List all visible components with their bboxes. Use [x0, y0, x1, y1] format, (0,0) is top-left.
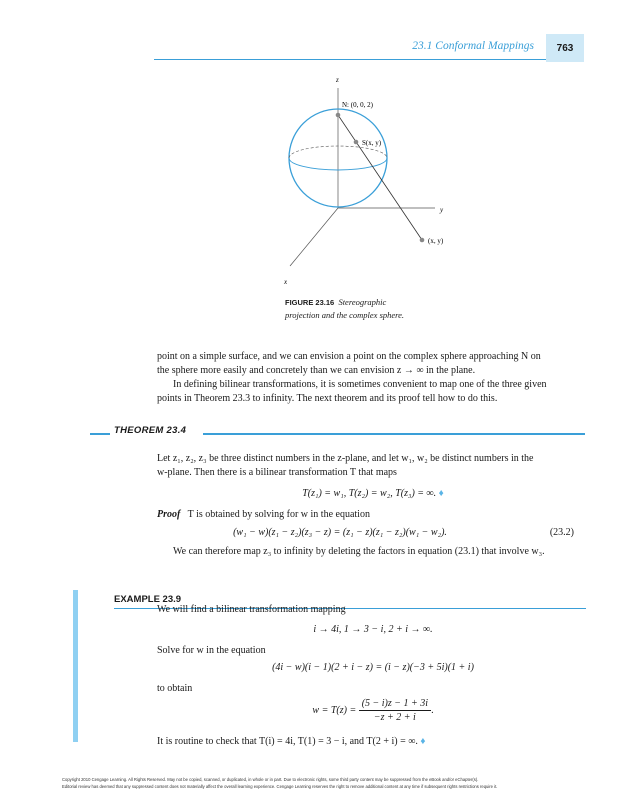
plane-point	[420, 238, 425, 243]
copyright-line2: Editorial review has deemed that any suppressed content does not materially affect the overall learning experience. Cengage Learning reserves the right to remove additional content at any time if subsequent rights restrictions require it.	[62, 783, 498, 789]
x-axis	[290, 208, 338, 266]
result-fraction	[359, 697, 431, 724]
para2-line2: points in Theorem 23.3 to infinity. The next theorem and its proof tell how to do this.	[157, 393, 498, 404]
result-numerator: (5 − i)z − 1 + 3i	[359, 697, 431, 711]
proof-text: T is obtained by solving for w in the equation	[187, 509, 370, 520]
example-intro: We will find a bilinear transformation mapping	[157, 604, 346, 615]
example-solve-equation: (4i − w)(i − 1)(2 + i − z) = (i − z)(−3 + 5i)(1 + i)	[272, 662, 474, 673]
theorem-equation: T(z₁) = w₁, T(z₂) = w₂, T(z₃) = ∞.	[302, 488, 437, 499]
example-mapping: i → 4i, 1 → 3 − i, 2 + i → ∞.	[313, 624, 433, 635]
proof-equation-number: (23.2)	[549, 527, 574, 538]
result-lhs: w = T(z) =	[312, 704, 357, 716]
body-paragraph-2	[157, 378, 589, 406]
para1-line1: point on a simple surface, and we can envision a point on the complex sphere approaching N on	[157, 351, 541, 362]
page-number-badge: 763	[546, 34, 584, 62]
body-paragraph-1	[157, 350, 589, 378]
example-heading: EXAMPLE 23.9	[114, 594, 182, 605]
example-result	[157, 697, 589, 724]
sphere-point	[354, 140, 359, 145]
theorem-line2: w-plane. Then there is a bilinear transformation T that maps	[157, 467, 397, 478]
example-solve-text: Solve for w in the equation	[157, 645, 266, 656]
stereographic-figure	[270, 70, 470, 290]
copyright-footer	[62, 777, 602, 790]
theorem-line1: Let z₁, z₂, z₃ be three distinct numbers in the z-plane, and let w₁, w₂ be distinct numbers in the	[157, 453, 534, 464]
x-axis-label: x	[284, 278, 288, 286]
example-check-line	[157, 735, 589, 749]
proof-label: Proof	[157, 509, 181, 520]
header-rule	[154, 59, 546, 60]
end-of-example-diamond: ♦	[420, 736, 426, 747]
figure-caption	[285, 296, 465, 321]
end-of-theorem-diamond: ♦	[438, 488, 444, 499]
plane-point-label: (x, y)	[428, 237, 444, 245]
para2-line1: In defining bilinear transformations, it is sometimes convenient to map one of the three given	[173, 379, 547, 390]
theorem-equation-row	[157, 488, 589, 499]
result-period: .	[431, 704, 434, 716]
north-pole-point	[336, 113, 341, 118]
figure-caption-text-1: Stereographic	[338, 297, 387, 307]
result-denominator: −z + 2 + i	[373, 712, 416, 723]
theorem-heading: THEOREM 23.4	[114, 425, 187, 436]
theorem-rule-left	[90, 433, 110, 435]
example-check-text: It is routine to check that T(i) = 4i, T(1) = 3 − i, and T(2 + i) = ∞.	[157, 736, 418, 747]
sphere-point-label: S(x, y)	[362, 139, 382, 147]
figure-caption-text-2: projection and the complex sphere.	[285, 310, 405, 320]
z-axis-label: z	[336, 76, 339, 84]
running-header-title: 23.1 Conformal Mappings	[412, 40, 534, 52]
theorem-rule-right	[203, 433, 585, 435]
figure-caption-label: FIGURE 23.16	[285, 298, 335, 307]
para1-line2: the sphere more easily and concretely than we can envision z → ∞ in the plane.	[157, 365, 476, 376]
proof-line	[157, 508, 589, 522]
north-pole-label: N: (0, 0, 2)	[342, 101, 373, 109]
y-axis-label: y	[440, 206, 444, 214]
theorem-statement	[157, 452, 589, 480]
proof-equation: (w₁ − w)(z₁ − z₂)(z₃ − z) = (z₁ − z)(z₁ − z₂)(w₁ − w₂).	[233, 527, 447, 538]
copyright-line1: Copyright 2010 Cengage Learning. All Rights Reserved. May not be copied, scanned, or duplicated, in whole or in part. Due to electronic rights, some third party content may be suppressed from the eBook and/or eChapter(s).	[62, 777, 479, 782]
example-side-bar	[73, 590, 78, 742]
proof-conclusion: We can therefore map z₃ to infinity by deleting the factors in equation (23.1) that involve w₃.	[173, 546, 545, 557]
example-obtain-text: to obtain	[157, 683, 193, 694]
